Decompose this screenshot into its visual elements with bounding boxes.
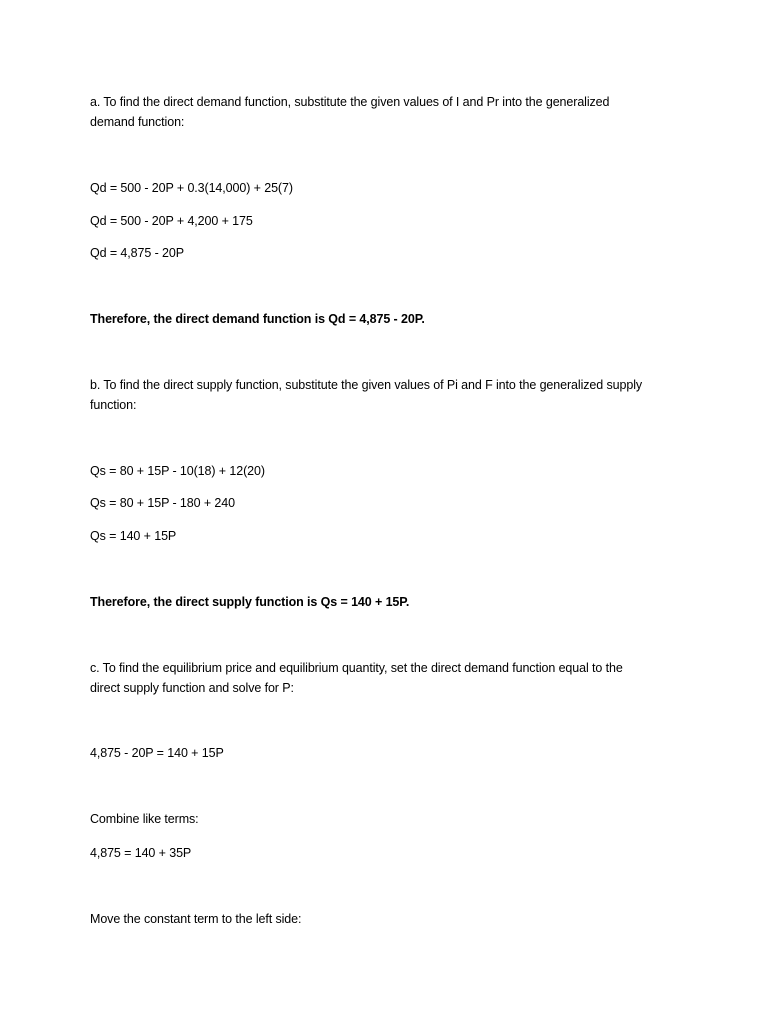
part-c-intro-line1: c. To find the equilibrium price and equilibrium quantity, set the direct demand function equal to the xyxy=(90,661,623,675)
part-b-intro-line2: function: xyxy=(90,398,137,412)
part-c-equation-2: 4,875 = 140 + 35P xyxy=(90,846,192,860)
part-a-equation-1: Qd = 500 - 20P + 0.3(14,000) + 25(7) xyxy=(90,181,293,195)
part-a-equation-3: Qd = 4,875 - 20P xyxy=(90,246,184,260)
part-a-equation-2: Qd = 500 - 20P + 4,200 + 175 xyxy=(90,214,253,228)
part-b-conclusion: Therefore, the direct supply function is Qs = 140 + 15P. xyxy=(90,595,410,609)
part-b-equation-1: Qs = 80 + 15P - 10(18) + 12(20) xyxy=(90,464,265,478)
part-a-intro-line1: a. To find the direct demand function, substitute the given values of I and Pr into the generalized xyxy=(90,95,610,109)
part-c-equation-1: 4,875 - 20P = 140 + 15P xyxy=(90,746,224,760)
part-b-equation-3: Qs = 140 + 15P xyxy=(90,529,177,543)
part-c-intro-line2: direct supply function and solve for P: xyxy=(90,681,294,695)
part-c-step-2: Move the constant term to the left side: xyxy=(90,912,302,926)
part-b-equation-2: Qs = 80 + 15P - 180 + 240 xyxy=(90,496,235,510)
part-a-conclusion: Therefore, the direct demand function is Qd = 4,875 - 20P. xyxy=(90,312,425,326)
part-b-intro-line1: b. To find the direct supply function, substitute the given values of Pi and F into the generalized supply xyxy=(90,378,643,392)
part-c-step-1: Combine like terms: xyxy=(90,812,199,826)
part-a-intro-line2: demand function: xyxy=(90,115,185,129)
